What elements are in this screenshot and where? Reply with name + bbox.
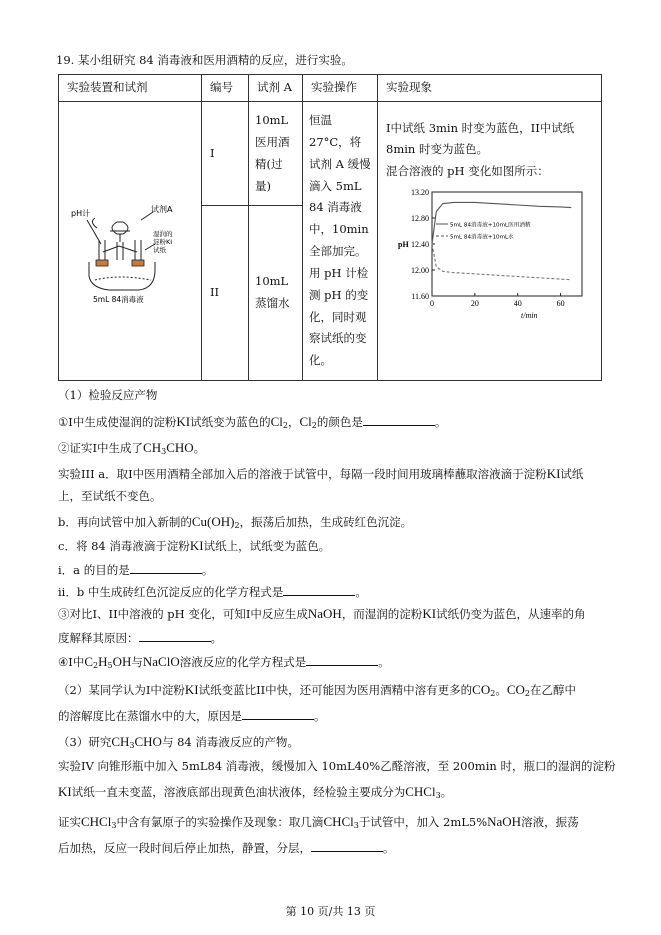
exp3-formula: KI [546, 466, 561, 481]
exp3-text: ，振荡后加热，生成砖红色沉淀。 [239, 515, 413, 529]
s2-text: 的溶解度比在蒸馏水中的大，原因是 [58, 709, 242, 723]
q4-sub: 2 [93, 661, 99, 670]
q2-formula: CHO [166, 440, 194, 455]
s3-text: （3）研究 [58, 735, 112, 749]
q2-line [58, 440, 205, 457]
q3-text: ，而湿润的淀粉 [341, 607, 423, 621]
label-test-paper: 湿润的 淀粉KI 试纸 [153, 230, 173, 255]
row-reagent-I: 10mL 医用酒精(过量) [249, 102, 303, 206]
proof-line-2 [58, 840, 395, 856]
q4-formula: C [84, 654, 94, 669]
q1-text: 试纸变为蓝色的 [190, 415, 271, 429]
answer-blank[interactable] [306, 654, 378, 666]
q3-text: ③对比I、II中溶液的 pH 变化，可知I中反应生成 [58, 607, 308, 621]
s2-line-2 [58, 708, 326, 724]
qi-text: i．a 的目的是 [58, 563, 130, 577]
answer-blank[interactable] [283, 584, 355, 596]
q3-text: 度解释其原因： [58, 631, 139, 645]
exp3-text: b．再向试管中加入新制的 [58, 515, 192, 529]
x-tick-label: 60 [556, 298, 565, 308]
exp4-line-2 [58, 784, 452, 801]
proof-text: 证实 [58, 815, 81, 829]
s2-text: （2）某同学认为I中淀粉 [58, 683, 185, 697]
exp3-text: 实验III a．取I中医用酒精全部加入后的溶液于试管中，每隔一段时间用玻璃棒蘸取溶液滴于淀粉 [58, 467, 547, 481]
s3-formula: CHO [134, 734, 162, 749]
header-reagent: 试剂 A [249, 75, 303, 102]
q3-line-1 [58, 606, 586, 622]
phenomenon-text-1: I中试纸 3min 时变为蓝色，II中试纸 8min 时变为蓝色。 [386, 121, 575, 157]
exp3-text: 试纸 [560, 467, 584, 481]
legend-label-1: 5mL 84消毒液+10mL医用酒精 [450, 222, 531, 229]
s3-text: 与 84 消毒液反应的产物。 [161, 735, 299, 749]
section-1-heading: （1）检验反应产物 [58, 388, 158, 402]
s2-text: 。 [495, 683, 507, 697]
q4-text: 与 [131, 655, 143, 669]
label-solution: 5mL 84消毒液 [93, 295, 144, 305]
label-reagent-a: 试剂A [151, 205, 173, 215]
stopper-right [132, 260, 144, 266]
ph-chart [386, 184, 586, 324]
q4-text: 溶液反应的化学方程式是 [179, 655, 307, 669]
s3-sub: 3 [129, 741, 135, 750]
q4-text: 。 [378, 655, 390, 669]
answer-blank[interactable] [139, 630, 211, 642]
x-tick-label: 20 [470, 298, 479, 308]
q2-text: 。 [193, 441, 206, 455]
chart-frame [432, 192, 582, 296]
x-tick-label: 0 [430, 298, 434, 308]
answer-blank[interactable] [130, 562, 202, 574]
row-reagent-II: 10mL 蒸馏水 [249, 206, 303, 381]
q2-text: ②证实I中生成了 [58, 441, 144, 455]
proof-text: 溶液，振荡 [521, 815, 579, 829]
s2-text: 。 [314, 709, 326, 723]
phenomenon-text-2: 混合溶液的 pH 变化如图所示： [386, 163, 549, 178]
q2-sub: 3 [161, 447, 167, 456]
table-header-row [59, 75, 602, 102]
q1-sub: 2 [311, 421, 317, 430]
x-tick-label: 40 [513, 298, 522, 308]
proof-sub: 3 [111, 821, 117, 830]
phenomenon-cell [378, 102, 602, 381]
label-ph-meter: pH计 [71, 209, 91, 219]
s2-formula: CO [472, 682, 491, 697]
q3-text: 。 [210, 631, 222, 645]
s2-sub: 2 [524, 689, 530, 698]
q4-formula: NaClO [142, 654, 180, 669]
exp3-line-2: 上，至试纸不变色。 [58, 489, 162, 503]
table-row [59, 102, 602, 206]
answer-blank[interactable] [311, 840, 383, 852]
exp4-formula: CHCl [405, 784, 436, 799]
y-tick-label: 12.80 [411, 213, 429, 223]
qii-text: ii．b 中生成砖红色沉淀反应的化学方程式是 [58, 585, 284, 599]
proof-formula: NaOH [487, 814, 522, 829]
q1-line [58, 414, 446, 431]
answer-blank[interactable] [242, 708, 314, 720]
s2-formula: KI [184, 682, 199, 697]
series-line-2 [432, 244, 571, 280]
proof-text: 于试管中，加入 2mL5% [358, 815, 488, 829]
s2-text: 试纸变蓝比II中快，还可能因为医用酒精中溶有更多的 [198, 683, 473, 697]
proof-sub: 3 [353, 821, 359, 830]
q1-text: 。 [434, 415, 447, 429]
stopper-left [96, 260, 108, 266]
exp3-text: 试纸上，试纸变为蓝色。 [203, 539, 331, 553]
q2-formula: CH [143, 440, 162, 455]
y-axis-label: pH [398, 239, 409, 249]
proof-formula: CHCl [81, 814, 112, 829]
exp3-sub: 2 [234, 521, 240, 530]
operation-cell: 恒温 27°C，将试剂 A 缓慢滴入 5mL 84 消毒液中，10min 全部加完。用 pH 计检测 pH 的变化，同时观察试纸的变化。 [303, 102, 378, 381]
exp3-text: c．将 84 消毒液滴于淀粉 [58, 539, 190, 553]
exp4-sub: 3 [435, 791, 441, 800]
q1-sub: 2 [282, 421, 288, 430]
s2-formula: CO [506, 682, 525, 697]
exp4-line-1: 实验IV 向锥形瓶中加入 5mL84 消毒液，缓慢加入 10mL40%乙醛溶液，至 200min 时，瓶口的湿润的淀粉 [58, 759, 616, 773]
exp3-formula: Cu(OH) [191, 514, 235, 529]
answer-blank[interactable] [363, 414, 435, 426]
proof-text: 。 [383, 841, 395, 855]
q4-sub: 5 [107, 661, 113, 670]
y-tick-label: 12.40 [411, 239, 429, 249]
q3-formula: KI [422, 606, 437, 621]
legend-label-2: 5mL 84消毒液+10mL水 [450, 234, 514, 241]
s2-sub: 2 [490, 689, 496, 698]
header-id: 编号 [202, 75, 249, 102]
exp4-formula: KI [58, 784, 72, 799]
proof-text: 中含有氯原子的实验操作及现象：取几滴 [116, 815, 324, 829]
q3-formula: NaOH [307, 606, 342, 621]
qi-line [58, 562, 213, 578]
question-title: 19. 某小组研究 84 消毒液和医用酒精的反应，进行实验。 [56, 53, 353, 67]
q1-formula: Cl [299, 414, 312, 429]
exp3-formula: KI [189, 538, 204, 553]
exp3-line-b [58, 514, 412, 531]
exp3-line-c [58, 538, 330, 554]
q3-line-2 [58, 630, 222, 646]
y-tick-label: 12.00 [411, 265, 429, 275]
apparatus-diagram [59, 110, 200, 372]
row-id-II: II [202, 206, 249, 381]
s2-line-1 [58, 682, 576, 699]
apparatus-cell [59, 102, 202, 381]
q1-text: ①I中生成使湿润的淀粉 [58, 415, 177, 429]
proof-text: 后加热，反应一段时间后停止加热，静置，分层， [58, 841, 311, 855]
y-tick-label: 13.20 [411, 187, 429, 197]
exp4-text: 。 [440, 785, 453, 799]
q1-text: 的颜色是 [316, 415, 363, 429]
qi-text: 。 [201, 563, 214, 577]
header-operation: 实验操作 [303, 75, 378, 102]
y-tick-label: 11.60 [411, 291, 429, 301]
proof-formula: CHCl [323, 814, 354, 829]
exp3-line-1 [58, 466, 583, 482]
row-id-I: I [202, 102, 249, 206]
x-axis-label: t/min [521, 310, 538, 320]
s3-formula: CH [111, 734, 130, 749]
q1-text: ， [287, 415, 300, 429]
proof-line-1 [58, 814, 579, 831]
s3-line [58, 734, 299, 751]
q4-text: ④I中 [58, 655, 85, 669]
qii-text: 。 [355, 585, 367, 599]
page-footer: 第 10 页/共 13 页 [285, 905, 376, 918]
q1-formula: Cl [270, 414, 283, 429]
header-phenomenon: 实验现象 [378, 75, 602, 102]
exp4-text: 试纸一直未变蓝，溶液底部出现黄色油状液体，经检验主要成分为 [71, 785, 406, 799]
q4-formula: H [98, 654, 108, 669]
q4-formula: OH [112, 654, 132, 669]
q4-line [58, 654, 390, 671]
qii-line [58, 584, 367, 600]
q1-formula: KI [176, 414, 191, 429]
experiment-table [58, 74, 602, 381]
q3-text: 试纸仍变为蓝色，从速率的角 [436, 607, 586, 621]
s2-text: 在乙醇中 [529, 683, 576, 697]
header-apparatus: 实验装置和试剂 [59, 75, 202, 102]
